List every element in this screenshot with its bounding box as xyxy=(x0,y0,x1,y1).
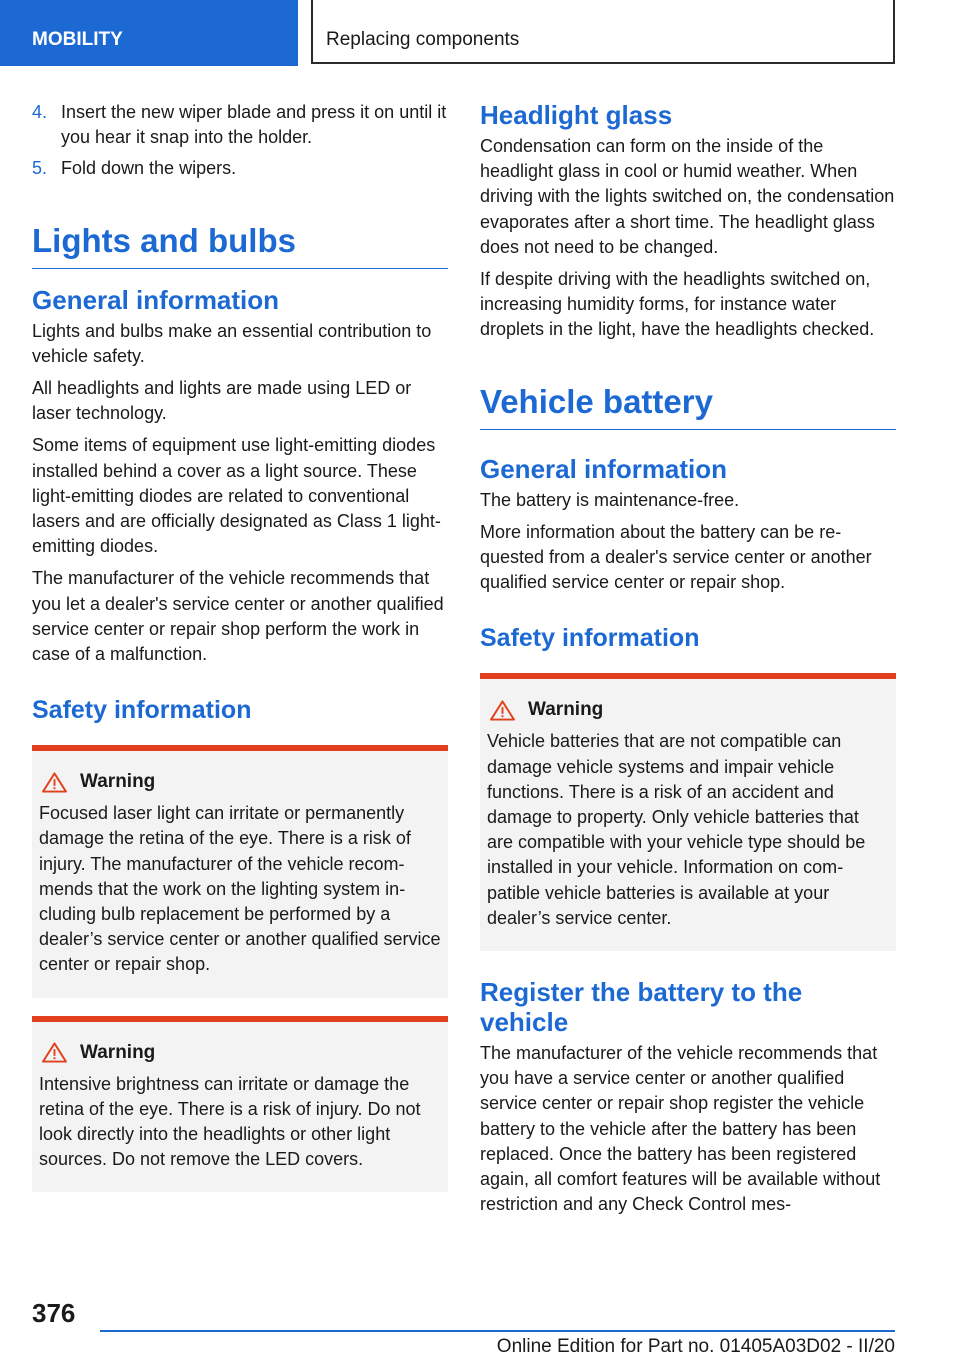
heading-register-battery: Register the battery to the vehicle xyxy=(480,977,803,1038)
warning-header xyxy=(39,1042,441,1064)
footer-divider xyxy=(100,1330,895,1332)
warning-triangle-icon xyxy=(489,700,516,721)
chapter-title: Replacing components xyxy=(326,29,520,50)
step-item xyxy=(32,100,448,150)
paragraph: The manufacturer of the vehicle recommends that you have a service center or another qualified service center or repair shop register the vehicle battery to the vehicle after the battery has been replaced. Once the battery has been registered again, all comfort features will be available without restriction and any Check Control mes- xyxy=(480,1043,881,1215)
heading-general-information: General information xyxy=(32,284,280,315)
warning-label: Warning xyxy=(80,771,156,793)
heading-general-information: General information xyxy=(480,453,728,484)
chapter-tab xyxy=(311,0,895,64)
right-column xyxy=(480,100,896,1224)
heading-headlight-glass: Headlight glass xyxy=(480,100,673,130)
warning-box xyxy=(480,673,896,951)
heading-vehicle-battery: Vehicle battery xyxy=(480,383,896,430)
paragraph: If despite driving with the headlights switched on, increasing humidity forms, for instance water droplets in the light, have the headlights checked. xyxy=(480,269,875,340)
paragraph: All headlights and lights are made using LED or laser technology. xyxy=(32,378,412,424)
section-title: MOBILITY xyxy=(32,29,123,50)
step-number: 5. xyxy=(32,158,48,179)
warning-text: Vehicle batteries that are not compatible can damage vehicle systems and impair vehicle functions. There is a risk of an accident and damage to property. Only vehicle batteries that are compatible with your vehicle type should be installed in your vehicle. Information on compatible vehicle batteries is available at your dealer’s service center. xyxy=(487,731,866,928)
warning-triangle-icon xyxy=(41,1042,68,1063)
left-column xyxy=(32,100,448,1206)
paragraph: The manufacturer of the vehicle recommends that you let a dealer's service center or another qualified service center or repair shop perform the work in case of a malfunction. xyxy=(32,568,444,665)
warning-label: Warning xyxy=(528,699,604,721)
step-item xyxy=(32,156,448,181)
step-number: 4. xyxy=(32,102,48,122)
warning-text: Focused laser light can irritate or permanently damage the retina of the eye. There is a risk of injury. The manufacturer of the vehicle recommends that the work on the lighting system including bulb replacement be performed by a dealer’s service center or another qualified service center or repair shop. xyxy=(39,803,441,975)
warning-header xyxy=(487,699,889,721)
step-text: Fold down the wipers. xyxy=(61,158,237,179)
paragraph: The battery is maintenance-free. xyxy=(480,489,740,510)
heading-safety-information: Safety information xyxy=(32,696,252,725)
warning-header xyxy=(39,771,441,793)
warning-triangle-icon xyxy=(41,772,68,793)
warning-box xyxy=(32,745,448,997)
edition-note: Online Edition for Part no. 01405A03D02 - II/20 xyxy=(496,1336,895,1357)
section-tab xyxy=(0,0,298,66)
paragraph: Condensation can form on the inside of the headlight glass in cool or humid weather. When driving with the lights switched on, the condensation evaporates after a short time. The headlight glass does not need to be changed. xyxy=(480,136,895,257)
heading-safety-information: Safety information xyxy=(480,624,700,653)
paragraph: More information about the battery can be requested from a dealer's service center or another qualified service center or repair shop. xyxy=(480,521,872,593)
warning-box xyxy=(32,1016,448,1193)
heading-lights-and-bulbs: Lights and bulbs xyxy=(32,222,448,269)
page-number: 376 xyxy=(32,1298,76,1328)
paragraph: Some items of equipment use light-emitting diodes installed behind a cover as a light source. These light-emitting diodes are related to conventional lasers and are officially designated as Class 1 light-emitting diodes. xyxy=(32,435,441,557)
warning-text: Intensive brightness can irritate or damage the retina of the eye. There is a risk of injury. Do not look directly into the headlights or other light sources. Do not remove the LED covers. xyxy=(39,1073,421,1170)
warning-label: Warning xyxy=(80,1041,156,1063)
paragraph: Lights and bulbs make an essential contribution to vehicle safety. xyxy=(32,320,432,366)
step-text: Insert the new wiper blade and press it on until it you hear it snap into the holder. xyxy=(61,102,447,148)
